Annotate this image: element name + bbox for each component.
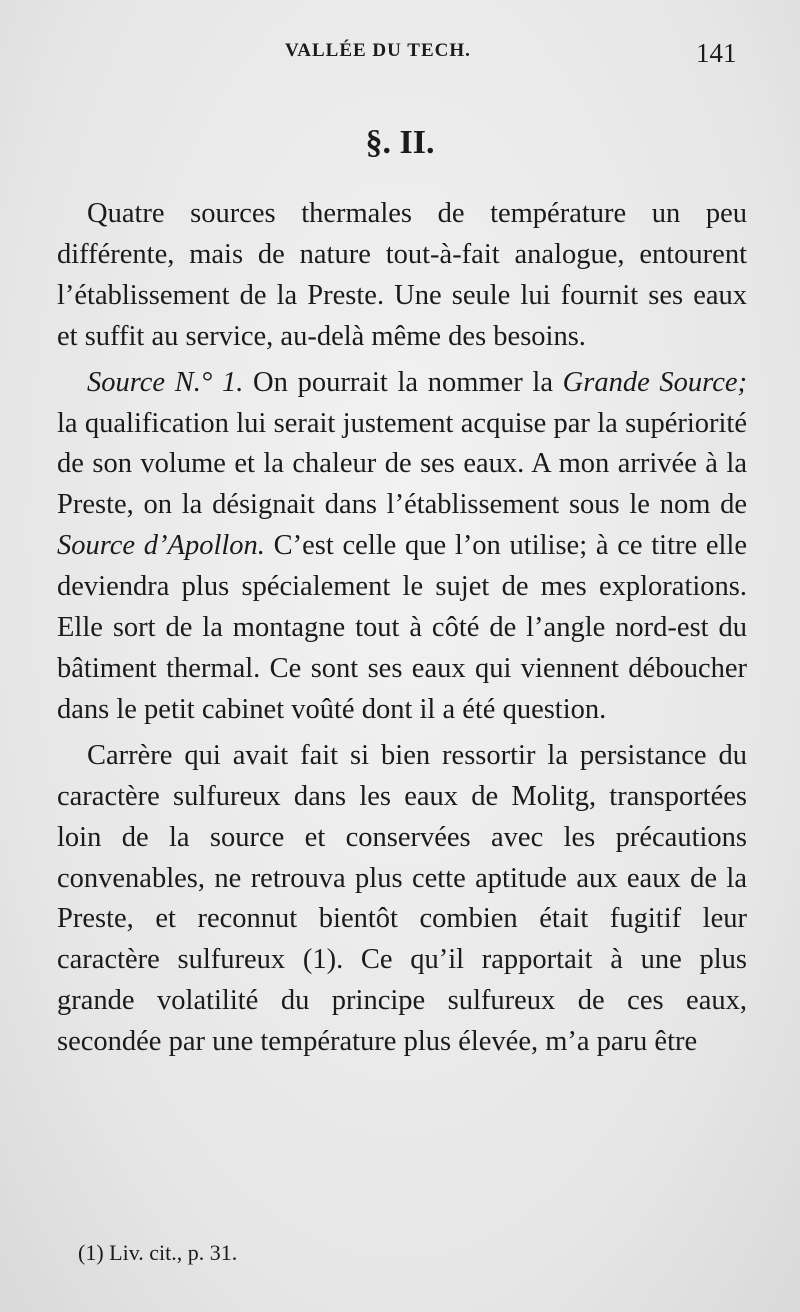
paragraph-1: Quatre sources thermales de température un peu différente, mais de nature tout-à-fait analogue, entourent l’établissement de la Preste. Une seule lui fournit ses eaux et suffit au service, au-delà même des besoins. xyxy=(57,198,747,352)
paragraph-3: Carrère qui avait fait si bien ressortir la persistance du caractère sulfureux dans les eaux de Molitg, transportées loin de la source et conservées avec les précautions convenables, ne retrouva plus cette aptitude aux eaux de la Preste, et reconnut bientôt combien était fugitif leur caractère sulfureux (1). Ce qu’il rapportait à une plus grande volatilité du principe sulfureux de ces eaux, secondée par une température plus élevée, m’a paru être xyxy=(57,739,747,1058)
page-number: 141 xyxy=(696,38,737,68)
paragraph-2-text-a: On pourrait la nommer la xyxy=(243,366,563,398)
grande-source-term: Grande Source; xyxy=(562,366,747,398)
running-title: VALLÉE DU TECH. xyxy=(285,40,471,61)
source-label: Source N.° 1. xyxy=(87,366,244,398)
footnote: (1) Liv. cit., p. 31. xyxy=(78,1240,238,1265)
body-text xyxy=(57,194,747,1068)
paragraph-2-text-b: la qualification lui serait justement acquise par la supériorité de son volume et la chaleur de ses eaux. A mon arrivée à la Preste, on la désignait dans l’établissement sous le nom de xyxy=(57,407,747,521)
paragraph-2-text-c: C’est celle que l’on utilise; à ce titre elle deviendra plus spécialement le sujet de mes explorations. Elle sort de la montagne tout à côté de l’angle nord-est du bâtiment thermal. Ce sont ses eaux qui viennent déboucher dans le petit cabinet voûté dont il a été question. xyxy=(57,530,747,725)
paragraph-2 xyxy=(57,363,747,731)
source-apollon-term: Source d’Apollon. xyxy=(57,530,265,562)
section-heading: §. II. xyxy=(365,124,435,161)
